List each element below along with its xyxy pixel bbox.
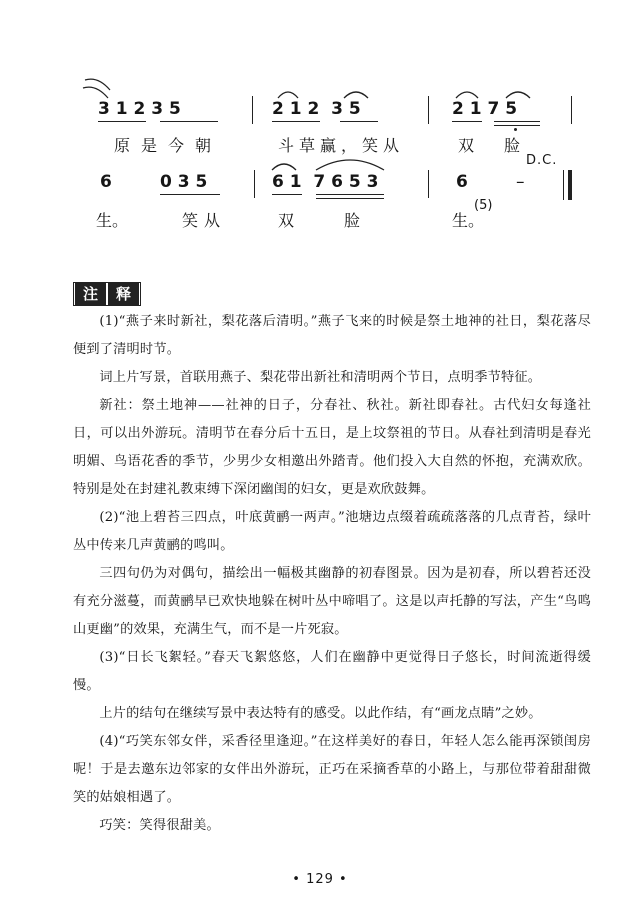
notes-r1-m1: 3 1 2 3 5 [98, 99, 181, 119]
paragraph: (4)“巧笑东邻女伴，采香径里逢迎。”在这样美好的春日，年轻人怎么能再深锁闺房呢！于是去邀东边邻家的女伴出外游玩，正巧在采摘香草的小路上，与那位带着甜甜微笑的姑娘相遇了。 [73, 734, 591, 805]
note-r2-m3a: 6 [456, 172, 468, 192]
page-number: • 129 • [292, 872, 348, 887]
paragraph: 巧笑：笑得很甜美。 [99, 818, 220, 833]
breath-arc [85, 79, 110, 90]
paragraph: (1)“燕子来时新社，梨花落后清明。”燕子飞来的时候是祭土地神的社日，梨花落尽便到了清明时节。 [73, 314, 591, 357]
lyric-r2-e: 生。 [452, 211, 485, 230]
notes-heading-char-1: 注 [75, 283, 106, 305]
lyric-r1-m2: 斗草赢，笑从 [278, 136, 405, 155]
paragraph: 三四句仍为对偶句，描绘出一幅极其幽静的初春图景。因为是初春，所以碧苔还没有充分滋蔓，而黄鹂早已欢快地躲在树叶丛中啼唱了。这是以声托静的写法，产生“鸟鸣山更幽”的效果，充满生气，而不是一片死寂。 [73, 566, 591, 637]
notes-heading [73, 282, 141, 306]
annotation-body [73, 308, 591, 840]
slur [344, 92, 368, 98]
slur [506, 92, 530, 98]
lyric-r1-m3a: 双 [458, 136, 475, 155]
lyric-r2-a: 生。 [96, 211, 129, 230]
dc-mark: D.C. [526, 153, 558, 168]
lyric-r1-m3b: 脸 [504, 136, 521, 155]
lyric-r2-c: 双 [278, 211, 295, 230]
note-r2-m1a: 6 [100, 172, 112, 192]
paragraph: 上片的结句在继续写景中表达特有的感受。以此作结，有“画龙点睛”之妙。 [99, 706, 542, 721]
lyric-r1-m1: 原是今朝 [114, 136, 223, 155]
notes-heading-char-2: 释 [108, 283, 139, 305]
notes-r2-m1b: 0 3 5 [160, 172, 208, 192]
breath-arc [83, 87, 108, 98]
slur [272, 164, 296, 170]
paragraph: 词上片写景，首联用燕子、梨花带出新社和清明两个节日，点明季节特征。 [99, 370, 542, 385]
music-score [0, 0, 640, 250]
notes-r1-m3: 2 1 7 5 [452, 99, 518, 119]
slur [278, 92, 298, 98]
notes-r1-m2: 2 1 2 3 5 [272, 99, 361, 119]
paragraph: 新社：祭土地神——社神的日子，分春社、秋社。新社即春社。古代妇女每逢社日，可以出外游玩。清明节在春分后十五日，是上坟祭祖的节日。从春社到清明是春光明媚、鸟语花香的季节，少男少女相邀出外踏青。他们投入大自然的怀抱，充满欢欣。特别是处在封建礼教束缚下深闭幽闺的妇女，更是欢欣鼓舞。 [73, 398, 591, 497]
note-r2-m3b: – [516, 172, 525, 192]
footnote-mark: (5) [474, 198, 493, 213]
paragraph: (2)“池上碧苔三四点，叶底黄鹂一两声。”池塘边点缀着疏疏落落的几点青苔，绿叶丛中传来几声黄鹂的鸣叫。 [73, 510, 591, 553]
lyric-r2-d: 脸 [344, 211, 361, 230]
paragraph: (3)“日长飞絮轻。”春天飞絮悠悠，人们在幽静中更觉得日子悠长，时间流逝得缓慢。 [73, 650, 591, 693]
slur [316, 160, 384, 170]
slur [456, 92, 478, 98]
notes-r2-m2: 6 1 7 6 5 3 [272, 172, 379, 192]
lyric-r2-b: 笑从 [182, 211, 227, 230]
